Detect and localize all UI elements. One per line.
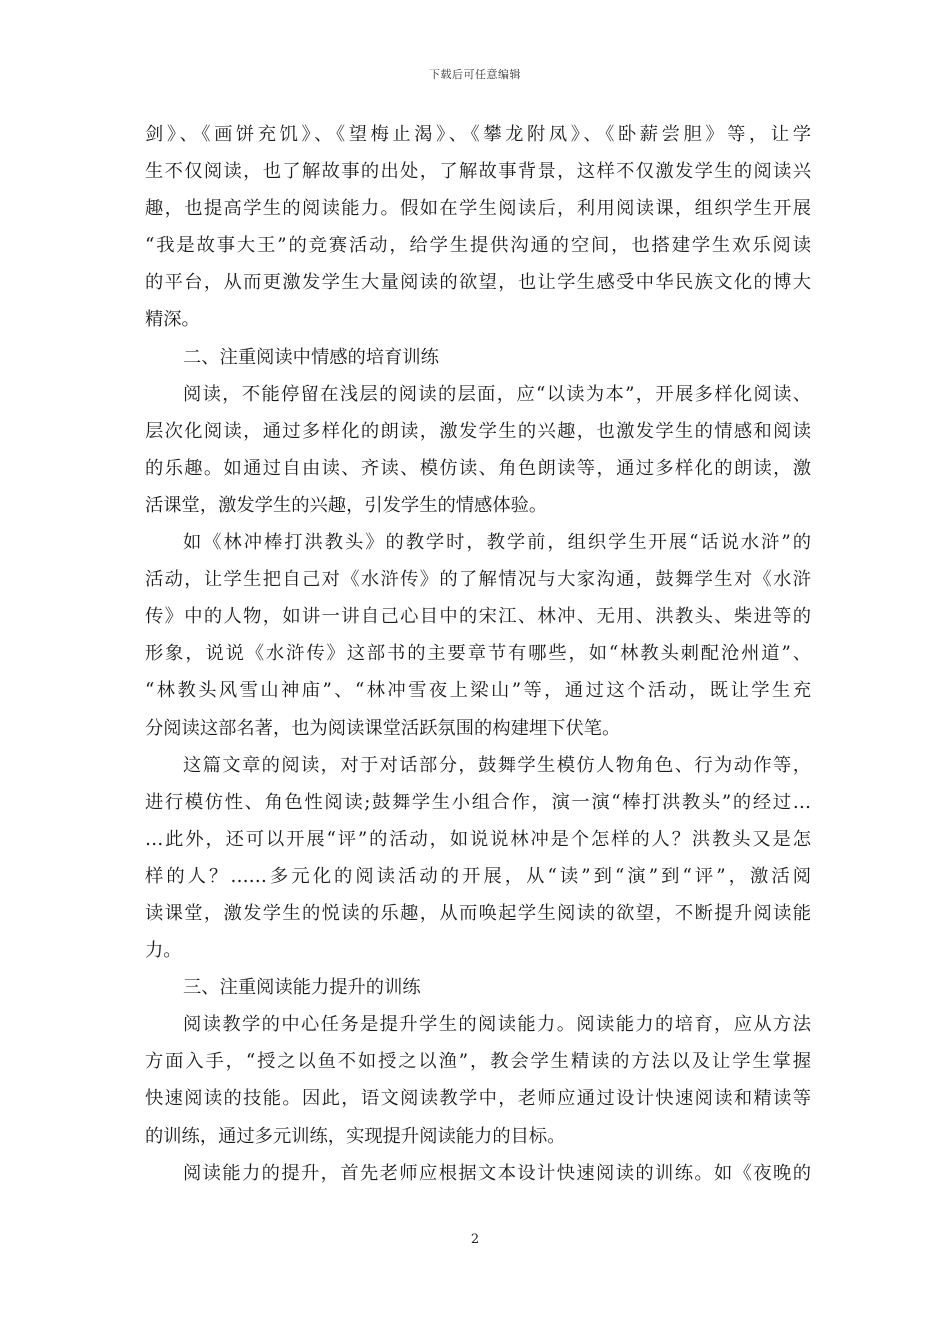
section-heading: 三、注重阅读能力提升的训练 [183, 977, 421, 999]
text-line: 的平台，从而更激发学生大量阅读的欲望，也让学生感受中华民族文化的博大 [145, 272, 811, 294]
text-line: “林教头风雪山神庙”、“林冲雪夜上梁山”等，通过这个活动，既让学生充 [145, 680, 811, 702]
text-line: 进行模仿性、角色性阅读;鼓舞学生小组合作，演一演“棒打洪教头”的经过… [145, 791, 811, 813]
page-header: 下载后可任意编辑 [429, 68, 521, 81]
text-line: 活动，让学生把自己对《水浒传》的了解情况与大家沟通，鼓舞学生对《水浒 [145, 569, 811, 591]
text-line: 的乐趣。如通过自由读、齐读、模仿读、角色朗读等，通过多样化的朗读，激 [145, 457, 811, 479]
text-line: 阅读，不能停留在浅层的阅读的层面，应“以读为本”，开展多样化阅读、 [183, 383, 811, 405]
text-line: 快速阅读的技能。因此，语文阅读教学中，老师应通过设计快速阅读和精读等 [145, 1088, 811, 1110]
text-line: 形象，说说《水浒传》这部书的主要章节有哪些，如“林教头刺配沧州道”、 [145, 643, 811, 665]
text-line: 样的人？……多元化的阅读活动的开展，从“读”到“演”到“评”，激活阅 [145, 865, 811, 887]
text-line: 生不仅阅读，也了解故事的出处，了解故事背景，这样不仅激发学生的阅读兴 [145, 161, 811, 183]
text-line: 方面入手，“授之以鱼不如授之以渔”，教会学生精读的方法以及让学生掌握 [145, 1051, 811, 1073]
document-body [145, 116, 811, 1192]
section-heading: 二、注重阅读中情感的培育训练 [183, 346, 439, 368]
page-number: 2 [470, 1232, 480, 1247]
text-line: 精深。 [145, 309, 200, 331]
text-line: 分阅读这部名著，也为阅读课堂活跃氛围的构建埋下伏笔。 [145, 717, 621, 739]
text-line: 阅读能力的提升，首先老师应根据文本设计快速阅读的训练。如《夜晚的 [183, 1162, 811, 1184]
text-line: 趣，也提高学生的阅读能力。假如在学生阅读后，利用阅读课，组织学生开展 [145, 198, 811, 220]
text-line: …此外，还可以开展“评”的活动，如说说林冲是个怎样的人？洪教头又是怎 [145, 828, 811, 850]
text-line: 力。 [145, 940, 182, 962]
text-line: 阅读教学的中心任务是提升学生的阅读能力。阅读能力的培育，应从方法 [183, 1014, 811, 1036]
text-line: 层次化阅读，通过多样化的朗读，激发学生的兴趣，也激发学生的情感和阅读 [145, 420, 811, 442]
text-line: “我是故事大王”的竞赛活动，给学生提供沟通的空间，也搭建学生欢乐阅读 [145, 235, 811, 257]
text-line: 剑》、《画饼充饥》、《望梅止渴》、《攀龙附凤》、《卧薪尝胆》等，让学 [145, 124, 811, 145]
text-line: 这篇文章的阅读，对于对话部分，鼓舞学生模仿人物角色、行为动作等， [183, 754, 811, 776]
text-line: 传》中的人物，如讲一讲自己心目中的宋江、林冲、无用、洪教头、柴进等的 [145, 606, 811, 628]
text-line: 如《林冲棒打洪教头》的教学时，教学前，组织学生开展“话说水浒”的 [183, 532, 811, 554]
text-line: 读课堂，激发学生的悦读的乐趣，从而唤起学生阅读的欲望，不断提升阅读能 [145, 902, 811, 924]
text-line: 的训练，通过多元训练，实现提升阅读能力的目标。 [145, 1125, 566, 1147]
text-line: 活课堂，激发学生的兴趣，引发学生的情感体验。 [145, 494, 548, 516]
